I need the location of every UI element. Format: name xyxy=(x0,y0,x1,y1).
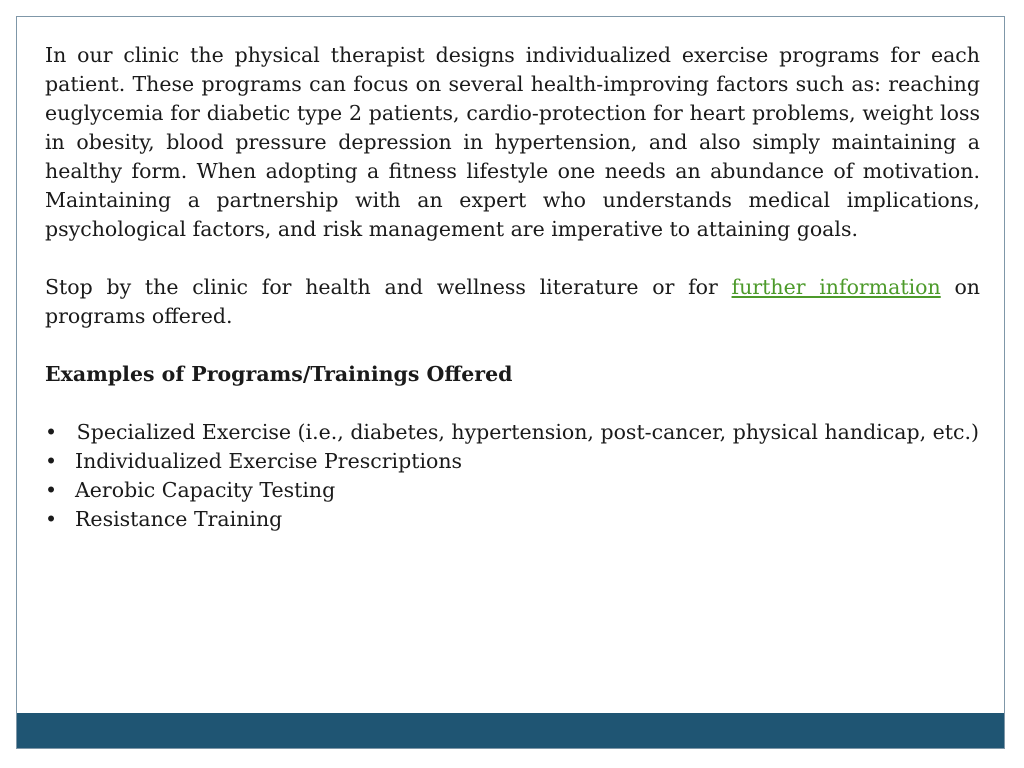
further-information-link[interactable]: further information xyxy=(731,275,941,299)
list-item xyxy=(45,476,980,505)
list-item-label: Aerobic Capacity Testing xyxy=(75,478,336,502)
bullet-icon: • xyxy=(45,449,58,473)
list-item xyxy=(45,447,980,476)
visit-text-after: on programs offered. xyxy=(45,275,981,328)
list-item xyxy=(45,418,980,447)
bullet-icon: • xyxy=(45,420,58,444)
list-item-label: Specialized Exercise (i.e., diabetes, hypertension, post-cancer, physical handicap, etc.) xyxy=(76,420,979,444)
programs-list xyxy=(45,418,980,534)
footer-bar xyxy=(17,713,1004,748)
visit-paragraph xyxy=(45,273,980,331)
list-item-label: Resistance Training xyxy=(75,507,283,531)
spacer xyxy=(45,244,980,273)
intro-paragraph: In our clinic the physical therapist designs individualized exercise programs for each patient. These programs can focus on several health-improving factors such as: reaching euglycemia for diabetic type 2 patients, cardio-protection for heart problems, weight loss in obesity, blood pressure depression in hypertension, and also simply maintaining a healthy form. When adopting a fitness lifestyle one needs an abundance of motivation. Maintaining a partnership with an expert who understands medical implications, psychological factors, and risk management are imperative to attaining goals. xyxy=(45,43,980,241)
list-item xyxy=(45,505,980,534)
programs-heading: Examples of Programs/Trainings Offered xyxy=(45,362,513,386)
bullet-icon: • xyxy=(45,507,58,531)
spacer xyxy=(45,331,980,360)
slide-content xyxy=(45,41,980,534)
spacer xyxy=(45,389,980,418)
visit-text-before: Stop by the clinic for health and wellness literature or for xyxy=(45,275,732,299)
list-item-label: Individualized Exercise Prescriptions xyxy=(75,449,463,473)
bullet-icon: • xyxy=(45,478,58,502)
slide-frame xyxy=(16,16,1005,749)
